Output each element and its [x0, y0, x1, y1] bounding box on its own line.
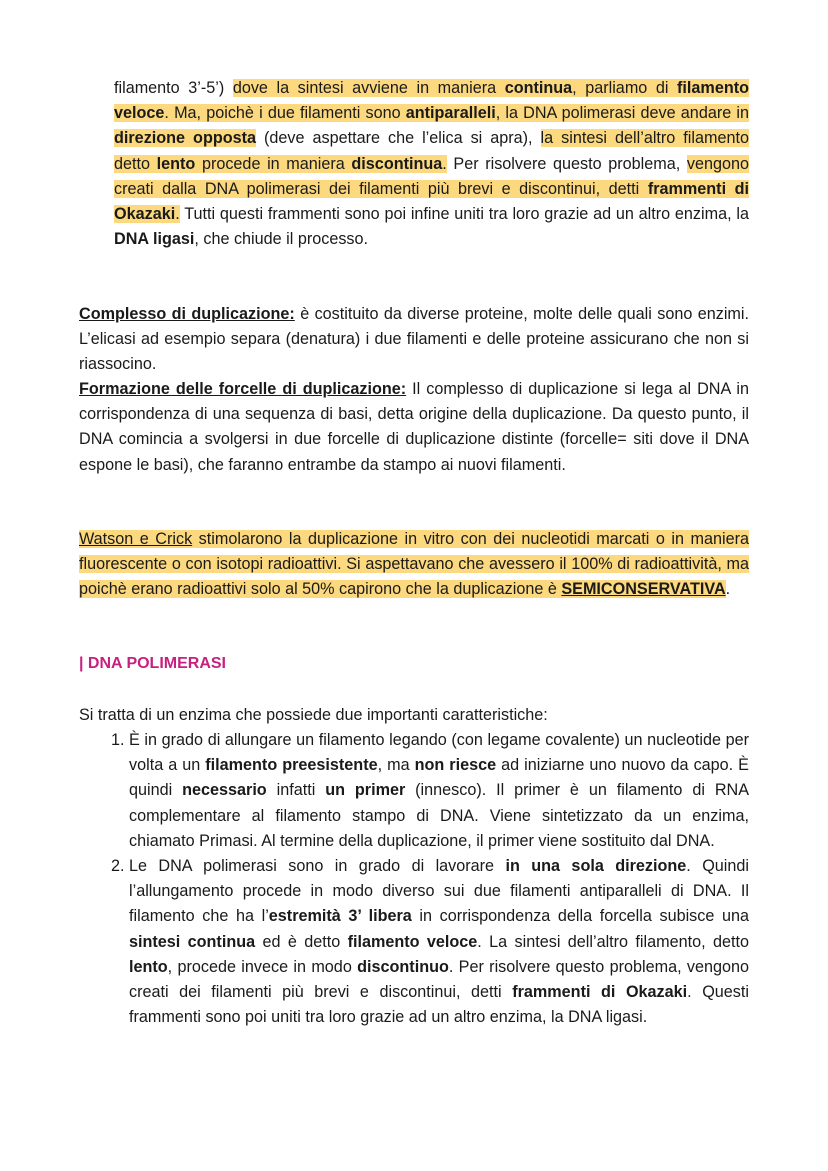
paragraph-watson-crick: Watson e Crick stimolarono la duplicazione in vitro con dei nucleotidi marcati o in maniera fluorescente o con isotopi radioattivi. Si aspettavano che avessero il 100% di radioattività, ma poichè erano radioattivi solo al 50% capirono che la duplicazione è SEMICONSERVATIVA.: [79, 530, 749, 599]
highlight: Watson e Crick stimolarono la duplicazione in vitro con dei nucleotidi marcati o in maniera fluorescente o con isotopi radioattivi. Si aspettavano che avessero il 100% di radioattività, ma poichè erano radioattivi solo al 50% capirono che la duplicazione è SEMICONSERVATIVA: [79, 530, 749, 599]
paragraph-duplication-complex: Complesso di duplicazione: è costituito da diverse proteine, molte delle quali sono enzimi. L’elicasi ad esempio separa (denatura) i due filamenti e delle proteine assicurano che non si riassocino.: [79, 305, 750, 374]
list-item: 2. Le DNA polimerasi sono in grado di lavorare in una sola direzione. Quindi l’allungamento procede in modo diverso sui due filamenti antiparalleli di DNA. Il filamento che ha l’estremità 3’ libera in corrispondenza della forcella subisce una sintesi continua ed è detto filamento veloce. La sintesi dell’altro filamento, detto lento, procede invece in modo discontinuo. Per risolvere questo problema, vengono creati dei filamenti più brevi e discontinui, detti frammenti di Okazaki. Questi frammenti sono poi uniti tra loro grazie ad un altro enzima, la DNA ligasi.: [129, 854, 749, 1030]
characteristics-list: [79, 728, 749, 1030]
term-title: Formazione delle forcelle di duplicazione:: [79, 380, 407, 398]
paragraph-replication-fork: filamento 3’-5’) dove la sintesi avviene in maniera continua, parliamo di filamento veloce. Ma, poichè i due filamenti sono antiparalleli, la DNA polimerasi deve andare in direzione opposta (deve aspettare che l’elica si apra), la sintesi dell’altro filamento detto lento procede in maniera discontinua. Per risolvere questo problema, vengono creati dalla DNA polimerasi dei filamenti più brevi e discontinui, detti frammenti di Okazaki. Tutti questi frammenti sono poi infine uniti tra loro grazie ad un altro enzima, la DNA ligasi, che chiude il processo.: [114, 79, 749, 249]
highlight: la sintesi dell’altro filamento detto lento procede in maniera discontinua.: [114, 129, 749, 173]
section-heading: | DNA POLIMERASI: [79, 655, 226, 672]
paragraph-fork-formation: Formazione delle forcelle di duplicazione: Il complesso di duplicazione si lega al DNA in corrispondenza di una sequenza di basi, detta origine della duplicazione. Da questo punto, il DNA comincia a svolgersi in due forcelle di duplicazione distinte (forcelle= siti dove il DNA espone le basi), che faranno entrambe da stampo ai nuovi filamenti.: [79, 380, 749, 474]
term-title: Complesso di duplicazione:: [79, 305, 295, 323]
list-item: 1. È in grado di allungare un filamento legando (con legame covalente) un nucleotide per volta a un filamento preesistente, ma non riesce ad iniziarne uno nuovo da capo. È quindi necessario infatti un primer (innesco). Il primer è un filamento di RNA complementare al filamento stampo di DNA. Viene sintetizzato da un enzima, chiamato Primasi. Al termine della duplicazione, il primer viene sostituito dal DNA.: [129, 728, 749, 854]
highlight: vengono creati dalla DNA polimerasi dei filamenti più brevi e discontinui, detti frammenti di Okazaki.: [114, 154, 749, 224]
highlight: dove la sintesi avviene in maniera continua, parliamo di filamento veloce. Ma, poichè i due filamenti sono antiparalleli, la DNA polimerasi deve andare in direzione opposta: [114, 79, 749, 148]
intro-text: Si tratta di un enzima che possiede due importanti caratteristiche:: [79, 706, 548, 724]
